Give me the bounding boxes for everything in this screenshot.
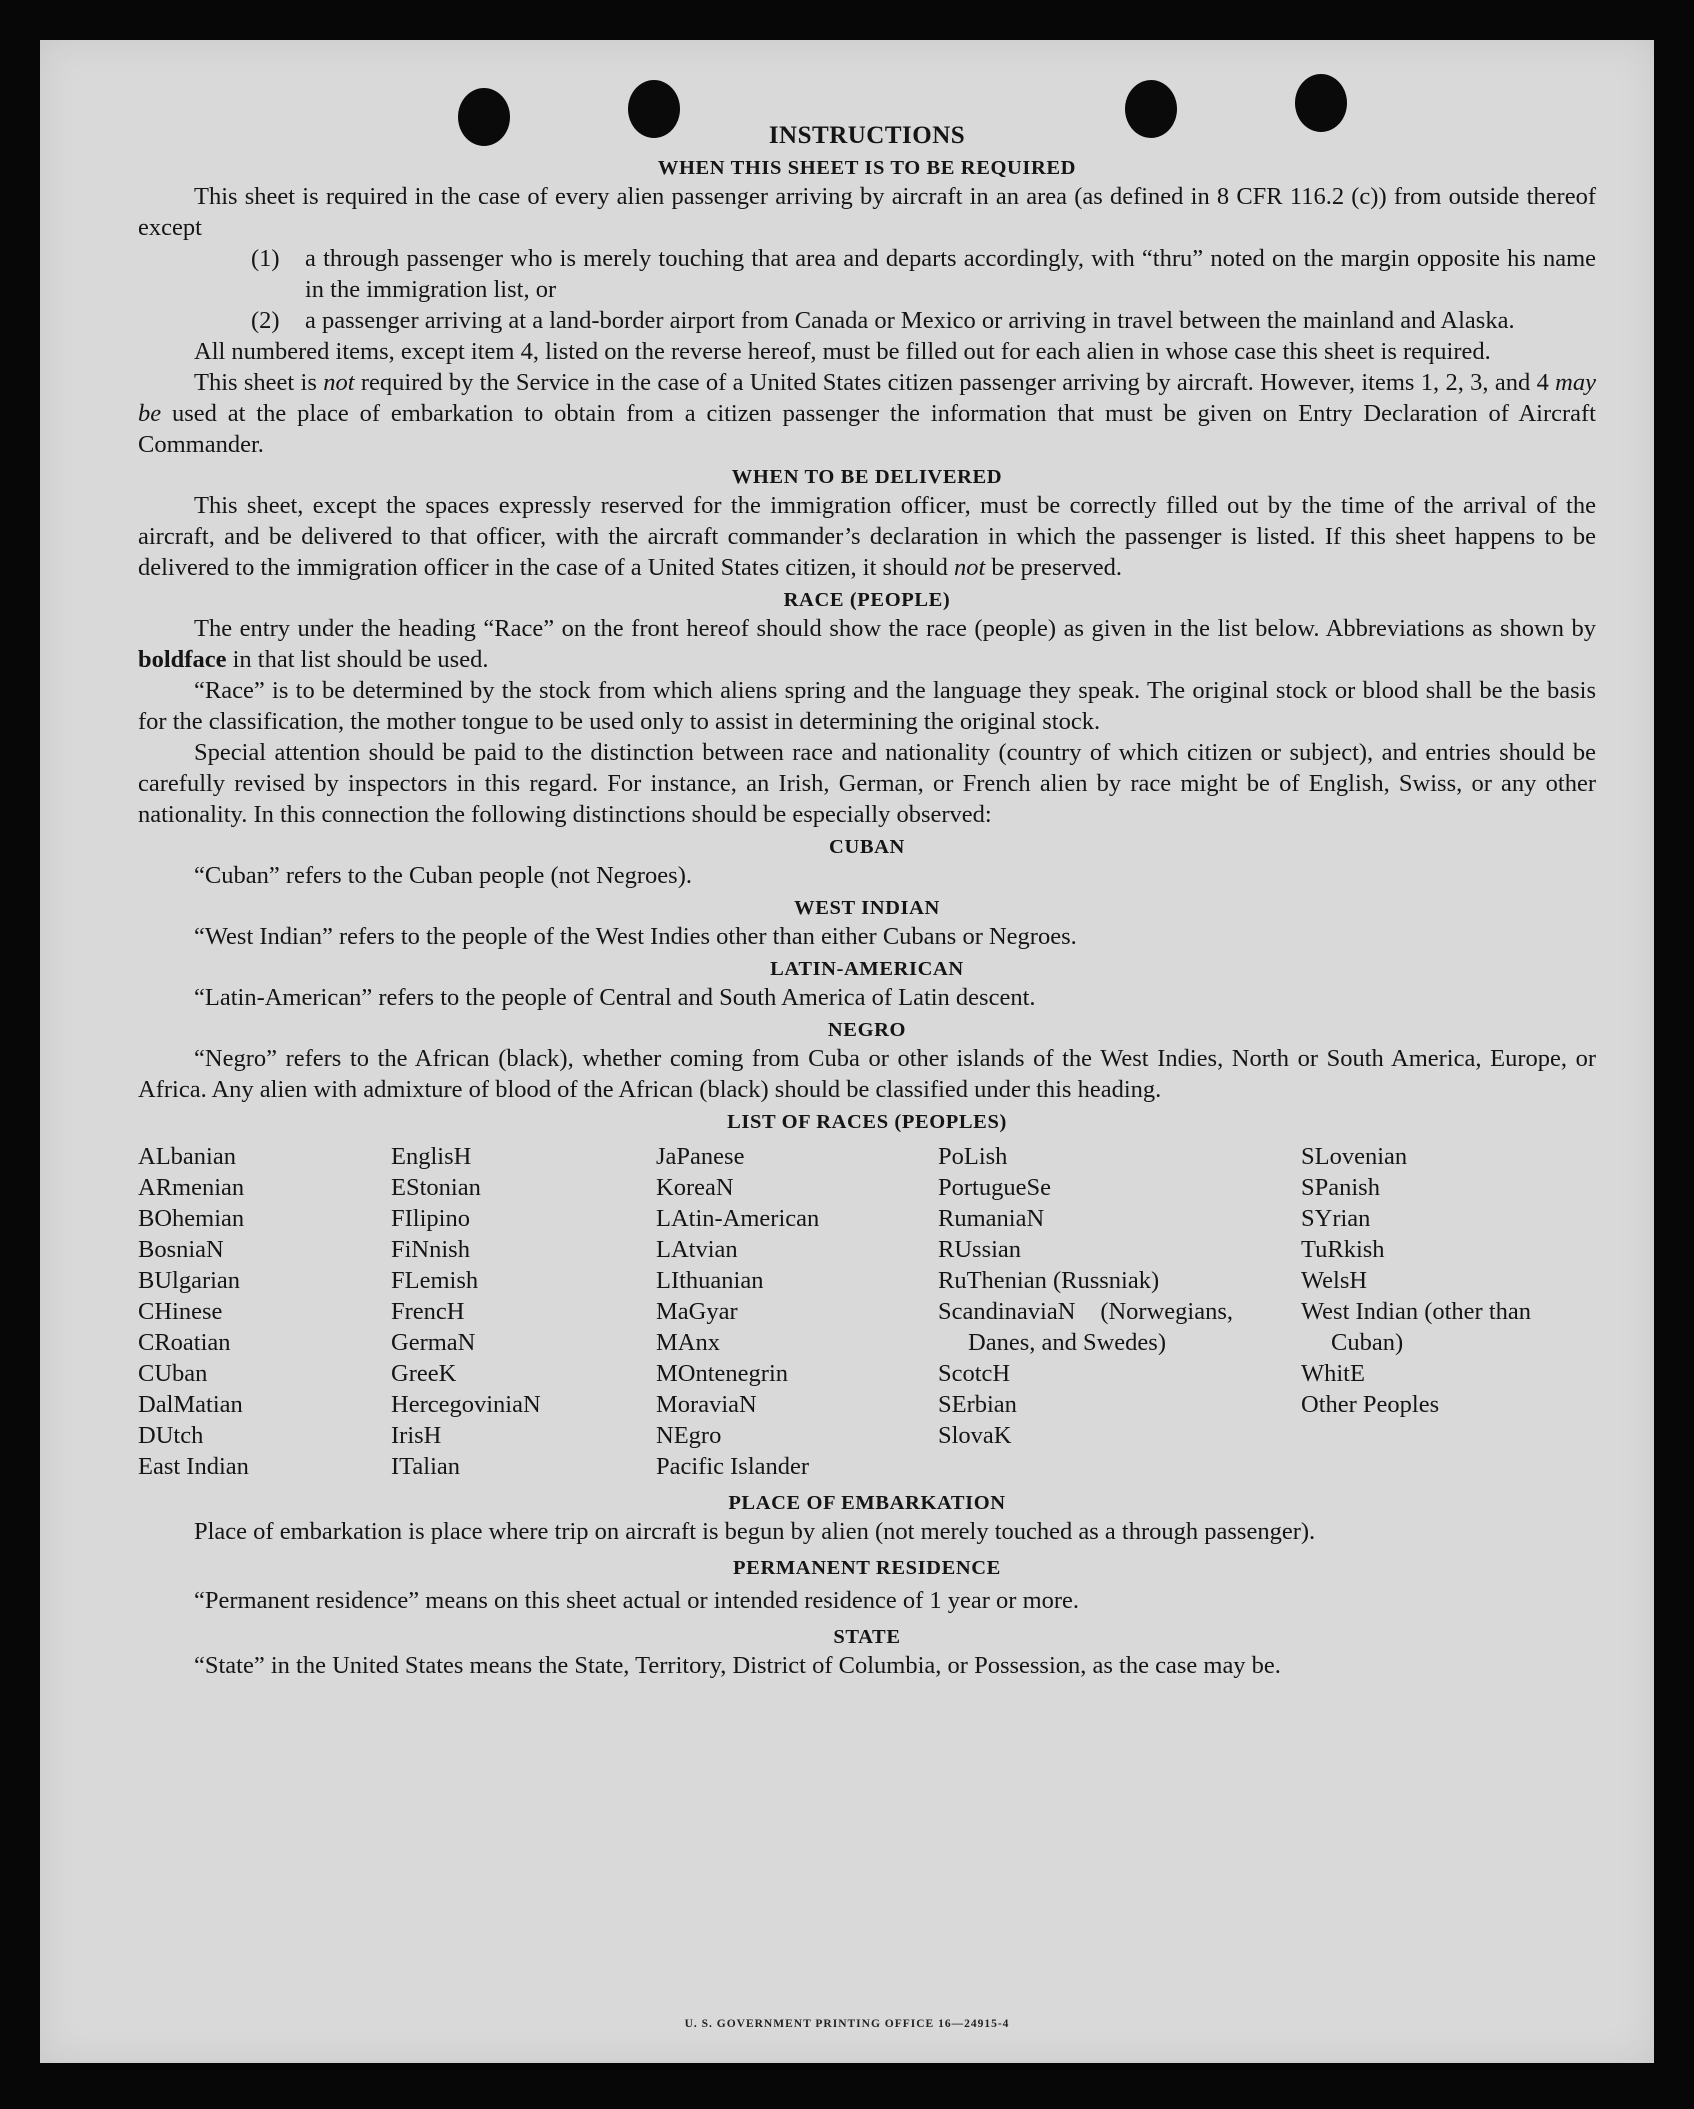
list-item: FrencH [391,1298,465,1325]
list-item: MAnx [656,1329,720,1356]
list-item: CHinese [138,1298,223,1325]
list-item: WelsH [1301,1267,1368,1294]
list-item: JaPanese [656,1143,745,1170]
list-item: FLemish [391,1267,479,1294]
list-item: FiNnish [391,1236,470,1263]
list-item: WhitE [1301,1360,1365,1387]
paragraph: This sheet is not required by the Service in the case of a United States citizen passenger arriving by aircraft. However, items 1, 2, 3, and 4 may be used at the place of embarkation to obtain from a citizen passenger the information that must be given on Entry Declaration of Aircraft Commander. [138,369,1596,458]
list-item: GreeK [391,1360,457,1387]
list-item: SPanish [1301,1174,1380,1201]
section-heading-race: RACE (PEOPLE) [783,589,951,611]
list-item: CUban [138,1360,208,1387]
list-item: SLovenian [1301,1143,1408,1170]
list-item: LAtvian [656,1236,738,1263]
paragraph: All numbered items, except item 4, listed on the reverse hereof, must be filled out for each alien in whose case this sheet is required. [194,338,1491,365]
list-item: ITalian [391,1453,461,1480]
list-item: TuRkish [1301,1236,1385,1263]
list-item: West Indian (other than Cuban) [1301,1298,1532,1356]
paragraph: Special attention should be paid to the distinction between race and nationality (country of which citizen or subject), and entries should be carefully revised by inspectors in this regard. For instance, an Irish, German, or French alien by race might be of English, Swiss, or any other nationality. In this connection the following distinctions should be especially observed: [138,739,1596,828]
list-item: GermaN [391,1329,476,1356]
list-item: IrisH [391,1422,442,1449]
item-number: (2) [251,307,280,334]
document-sheet [40,40,1654,2063]
list-item: KoreaN [656,1174,734,1201]
race-column [1253,1141,1556,1482]
list-item: PortugueSe [938,1174,1051,1201]
list-item: NEgro [656,1422,722,1449]
list-item: SErbian [938,1391,1017,1418]
race-column [138,1141,391,1482]
list-item: EnglisH [391,1143,472,1170]
list-item: RumaniaN [938,1205,1045,1232]
list-item: LAtin-American [656,1205,820,1232]
item-text: a through passenger who is merely touching that area and departs accordingly, with “thru” noted on the margin opposite his name in the immigration list, or [305,245,1596,303]
page-title: INSTRUCTIONS [768,122,966,149]
section-heading-state: STATE [833,1626,901,1648]
list-item: DUtch [138,1422,204,1449]
item-number: (1) [251,245,280,272]
list-item: ARmenian [138,1174,245,1201]
paragraph: “Negro” refers to the African (black), whether coming from Cuba or other islands of the West Indies, North or South America, Europe, or Africa. Any alien with admixture of blood of the African (black) should be classified under this heading. [138,1045,1596,1103]
paragraph: “Cuban” refers to the Cuban people (not Negroes). [194,862,692,889]
item-text: a passenger arriving at a land-border airport from Canada or Mexico or arriving in travel between the mainland and Alaska. [305,307,1515,334]
section-heading-latin-american: LATIN-AMERICAN [770,958,964,980]
list-item: FIlipino [391,1205,470,1232]
section-heading-cuban: CUBAN [829,836,905,858]
printing-office-footer: U. S. GOVERNMENT PRINTING OFFICE 16—24915-4 [684,2018,1010,2030]
paragraph: “Race” is to be determined by the stock from which aliens spring and the language they speak. The original stock or blood shall be the basis for the classification, the mother tongue to be used only to assist in determining the original stock. [138,677,1596,735]
paragraph: “Permanent residence” means on this sheet actual or intended residence of 1 year or more. [194,1587,1080,1614]
section-heading-west-indian: WEST INDIAN [794,897,940,919]
race-column [938,1141,1253,1482]
list-item: East Indian [138,1453,249,1480]
list-item: ScotcH [938,1360,1011,1387]
section-heading-delivered: WHEN TO BE DELIVERED [731,466,1003,488]
numbered-item [251,243,1596,305]
paragraph: “Latin-American” refers to the people of Central and South America of Latin descent. [194,984,1036,1011]
list-item: HercegoviniaN [391,1391,541,1418]
numbered-item [251,305,1596,336]
list-item: RuThenian (Russniak) [938,1267,1160,1294]
list-item: CRoatian [138,1329,231,1356]
list-item: Other Peoples [1301,1391,1440,1418]
race-list [138,1141,1596,1482]
race-column [656,1141,938,1482]
list-item: MoraviaN [656,1391,757,1418]
list-item: BUlgarian [138,1267,241,1294]
section-heading-embarkation: PLACE OF EMBARKATION [728,1492,1006,1514]
list-item: ScandinaviaN (Norwegians, Danes, and Swedes) [938,1298,1233,1356]
paragraph: Place of embarkation is place where trip on aircraft is begun by alien (not merely touched as a through passenger). [194,1518,1316,1545]
list-item: SYrian [1301,1205,1371,1232]
list-item: BosniaN [138,1236,224,1263]
list-item: SlovaK [938,1422,1012,1449]
section-heading-permanent-residence: PERMANENT RESIDENCE [733,1557,1001,1579]
list-item: MOntenegrin [656,1360,788,1387]
instructions-body [138,120,1596,1681]
paragraph: This sheet, except the spaces expressly reserved for the immigration officer, must be correctly filled out by the time of the arrival of the aircraft, and be delivered to that officer, with the aircraft commander’s declaration in which the passenger is listed. If this sheet happens to be delivered to the immigration officer in the case of a United States citizen, it should not be preserved. [138,492,1596,581]
paragraph: “State” in the United States means the State, Territory, District of Columbia, or Possession, as the case may be. [194,1652,1281,1679]
list-item: BOhemian [138,1205,245,1232]
list-item: PoLish [938,1143,1008,1170]
section-heading-required: WHEN THIS SHEET IS TO BE REQUIRED [657,157,1077,179]
list-item: Pacific Islander [656,1453,810,1480]
list-item: LIthuanian [656,1267,764,1294]
list-item: EStonian [391,1174,481,1201]
section-heading-negro: NEGRO [827,1019,907,1041]
paragraph: The entry under the heading “Race” on the front hereof should show the race (people) as given in the list below. Abbreviations as shown by boldface in that list should be used. [138,615,1596,673]
list-item: MaGyar [656,1298,738,1325]
race-column [391,1141,656,1482]
list-item: RUssian [938,1236,1022,1263]
paragraph: This sheet is required in the case of every alien passenger arriving by aircraft in an area (as defined in 8 CFR 116.2 (c)) from outside thereof except [138,183,1596,241]
list-item: DalMatian [138,1391,243,1418]
list-item: ALbanian [138,1143,236,1170]
section-heading-list-of-races: LIST OF RACES (PEOPLES) [727,1111,1007,1133]
paragraph: “West Indian” refers to the people of the West Indies other than either Cubans or Negroes. [194,923,1077,950]
